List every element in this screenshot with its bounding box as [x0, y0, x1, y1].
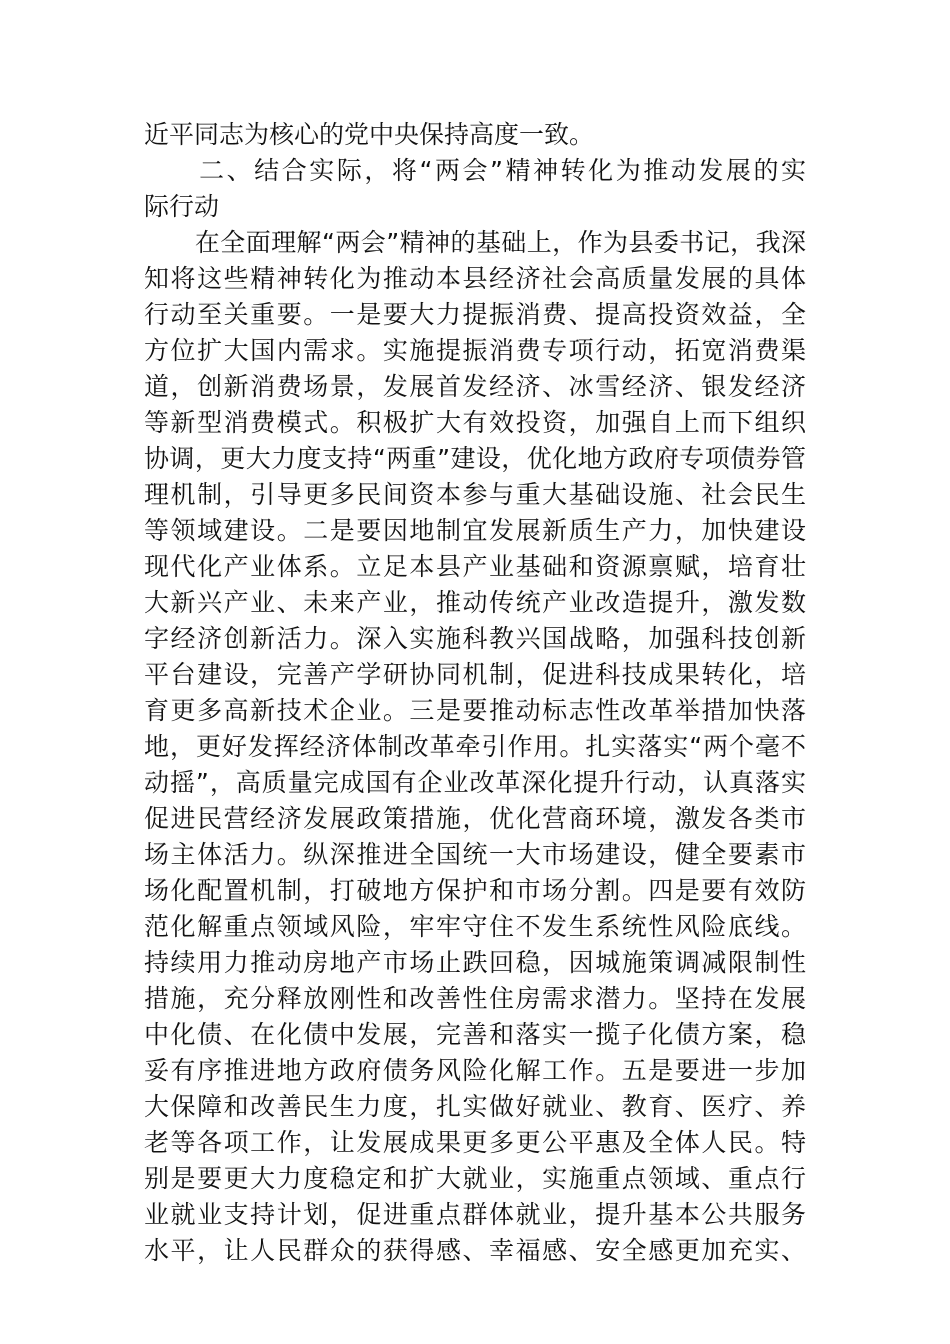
text-line: 在全面理解“两会”精神的基础上，作为县委书记，我深	[144, 228, 806, 257]
text-line: 中化债、在化债中发展，完善和落实一揽子化债方案，稳	[144, 1020, 806, 1049]
section-heading-line: 二、结合实际，将“两会”精神转化为推动发展的实	[144, 156, 806, 185]
text-line: 老等各项工作，让发展成果更多更公平惠及全体人民。特	[144, 1128, 806, 1157]
text-line: 育更多高新技术企业。三是要推动标志性改革举措加快落	[144, 696, 806, 725]
text-line: 平台建设，完善产学研协同机制，促进科技成果转化，培	[144, 660, 806, 689]
text-line: 协调，更大力度支持“两重”建设，优化地方政府专项债券管	[144, 444, 806, 473]
text-line: 地，更好发挥经济体制改革牵引作用。扎实落实“两个毫不	[144, 732, 806, 761]
text-line: 字经济创新活力。深入实施科教兴国战略，加强科技创新	[144, 624, 806, 653]
text-line: 妥有序推进地方政府债务风险化解工作。五是要进一步加	[144, 1056, 806, 1085]
text-line: 理机制，引导更多民间资本参与重大基础设施、社会民生	[144, 480, 806, 509]
text-line: 别是要更大力度稳定和扩大就业，实施重点领域、重点行	[144, 1164, 806, 1193]
text-line: 等新型消费模式。积极扩大有效投资，加强自上而下组织	[144, 408, 806, 437]
text-line: 水平，让人民群众的获得感、幸福感、安全感更加充实、	[144, 1236, 806, 1265]
text-line: 道，创新消费场景，发展首发经济、冰雪经济、银发经济	[144, 372, 806, 401]
text-line: 场主体活力。纵深推进全国统一大市场建设，健全要素市	[144, 840, 806, 869]
text-line: 动摇”，高质量完成国有企业改革深化提升行动，认真落实	[144, 768, 806, 797]
text-line: 等领域建设。二是要因地制宜发展新质生产力，加快建设	[144, 516, 806, 545]
text-line: 持续用力推动房地产市场止跌回稳，因城施策调减限制性	[144, 948, 806, 977]
section-heading-line: 际行动	[144, 192, 220, 221]
text-line: 近平同志为核心的党中央保持高度一致。	[144, 120, 595, 149]
text-line: 行动至关重要。一是要大力提振消费、提高投资效益，全	[144, 300, 806, 329]
text-line: 方位扩大国内需求。实施提振消费专项行动，拓宽消费渠	[144, 336, 806, 365]
text-line: 场化配置机制，打破地方保护和市场分割。四是要有效防	[144, 876, 806, 905]
text-line: 业就业支持计划，促进重点群体就业，提升基本公共服务	[144, 1200, 806, 1229]
text-line: 现代化产业体系。立足本县产业基础和资源禀赋，培育壮	[144, 552, 806, 581]
text-line: 知将这些精神转化为推动本县经济社会高质量发展的具体	[144, 264, 806, 293]
text-line: 范化解重点领域风险，牢牢守住不发生系统性风险底线。	[144, 912, 806, 941]
text-line: 大新兴产业、未来产业，推动传统产业改造提升，激发数	[144, 588, 806, 617]
text-line: 大保障和改善民生力度，扎实做好就业、教育、医疗、养	[144, 1092, 806, 1121]
text-line: 促进民营经济发展政策措施，优化营商环境，激发各类市	[144, 804, 806, 833]
text-line: 措施，充分释放刚性和改善性住房需求潜力。坚持在发展	[144, 984, 806, 1013]
